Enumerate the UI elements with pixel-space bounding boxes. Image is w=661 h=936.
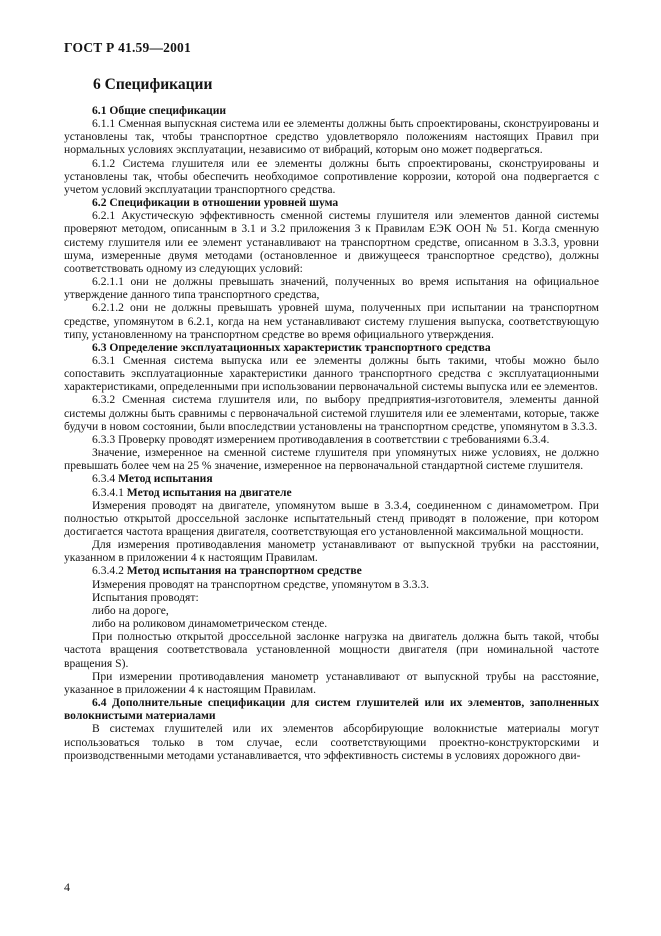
clause-title-6-3-4: Метод испытания xyxy=(118,472,213,486)
paragraph-6-3-3-value: Значение, измеренное на сменной системе глушителя при упомянутых ниже условиях, не должно превышать более чем на 25 % значение, измеренное на первоначальной стандартной системе глушителя. xyxy=(64,446,599,473)
paragraph-6-2-1-1: 6.2.1.1 они не должны превышать значений, полученных во время испытания на официальное утверждение данного типа транспортного средства, xyxy=(64,275,599,302)
running-header: ГОСТ Р 41.59—2001 xyxy=(64,40,191,55)
clause-number-6-3-4-2: 6.3.4.2 xyxy=(92,564,124,578)
paragraph-6-3-4-2-f: При измерении противодавления манометр устанавливают от выпускной трубы на расстояние, указанное в приложении 4 к настоящим Правилам. xyxy=(64,669,599,696)
paragraph-6-2-1: 6.2.1 Акустическую эффективность сменной системы глушителя или элементов данной системы проверяют методом, описанным в 3.1 и 3.2 приложения 3 к Правилам ЕЭК ООН № 51. Когда сменную систему глушителя или ее элемент устанавливают на транспортном средстве, описанном в 3.3.3, уровни шума, измеренные двумя методами (остановленное и движущееся транспортное средство), должны соответствовать одному из следующих условий: xyxy=(64,209,599,275)
paragraph-6-2-1-2: 6.2.1.2 они не должны превышать уровней шума, полученных при испытании на транспортном средстве, упомянутом в 6.2.1, когда на нем устанавливают систему глушения выпуска, соответствующую типу, установленному на транспортном средстве во время официального утверждения. xyxy=(64,301,599,341)
heading-6-3-4-2 xyxy=(64,564,599,577)
paragraph-6-3-4-1-b: Для измерения противодавления манометр устанавливают от выпускной трубки на расстоянии, указанном в приложении 4 к настоящим Правилам. xyxy=(64,538,599,565)
paragraph-6-3-4-2-e: При полностью открытой дроссельной заслонке нагрузка на двигатель должна быть такой, чтобы частота вращения соответствовала установленной мощности двигателя (при номинальной частоте вращения S). xyxy=(64,630,599,670)
paragraph-6-3-4-2-a: Измерения проводят на транспортном средстве, упомянутом в 3.3.3. xyxy=(92,577,430,591)
paragraph-6-3-4-1-a: Измерения проводят на двигателе, упомянутом выше в 3.3.4, соединенном с динамометром. При полностью открытой дроссельной заслонке испытательный стенд приводят в положение, при котором достигается частота вращения двигателя, соответствующая его установленной максимальной мощности. xyxy=(64,498,599,538)
page-number: 4 xyxy=(64,880,70,894)
paragraph-6-4: В системах глушителей или их элементов абсорбирующие волокнистые материалы могут использоваться только в том случае, если соответствующими проектно-конструкторскими и производственными методами устанавливается, что эффективность системы в условиях дорожного дви- xyxy=(64,722,599,762)
subsection-heading-6-4: 6.4 Дополнительные спецификации для систем глушителей или их элементов, заполненных волокнистыми материалами xyxy=(64,696,599,723)
subsection-heading-6-3: 6.3 Определение эксплуатационных характеристик транспортного средства xyxy=(92,340,491,354)
paragraph-6-1-2: 6.1.2 Система глушителя или ее элементы должны быть спроектированы, сконструированы и установлены так, чтобы обеспечить необходимое сопротивление коррозии, которой она подвергается с учетом условий эксплуатации транспортного средства. xyxy=(64,156,599,196)
paragraph-6-1-1: 6.1.1 Сменная выпускная система или ее элементы должны быть спроектированы, сконструированы и установлены так, чтобы транспортное средство удовлетворяло положениям настоящих Правил при нормальных условиях эксплуатации, независимо от вибраций, которым оно может подвергаться. xyxy=(64,117,599,157)
paragraph-6-3-4-2-d: либо на роликовом динамометрическом стенде. xyxy=(92,617,328,631)
clause-number-6-3-4-1: 6.3.4.1 xyxy=(92,485,124,499)
paragraph-6-3-4-2-b: Испытания проводят: xyxy=(92,590,199,604)
clause-title-6-3-4-2: Метод испытания на транспортном средстве xyxy=(126,564,362,578)
heading-6-3-4 xyxy=(64,472,599,485)
document-body xyxy=(64,104,599,762)
subsection-heading-6-1: 6.1 Общие спецификации xyxy=(92,104,227,117)
clause-number-6-3-4: 6.3.4 xyxy=(92,472,116,486)
subsection-heading-6-2: 6.2 Спецификации в отношении уровней шума xyxy=(92,196,339,210)
paragraph-6-3-2: 6.3.2 Сменная система глушителя или, по выбору предприятия-изготовителя, элементы данной системы должны быть сравнимы с первоначальной системой глушителя или ее элементами, которые, также будучи в новом состоянии, были впоследствии установлены на транспортном средстве, упомянутом в 3.3.3. xyxy=(64,393,599,433)
section-title: 6 Спецификации xyxy=(93,76,213,93)
clause-title-6-3-4-1: Метод испытания на двигателе xyxy=(126,485,292,499)
paragraph-6-3-1: 6.3.1 Сменная система выпуска или ее элементы должны быть такими, чтобы можно было сопоставить эксплуатационные характеристики данного транспортного средства с эксплуатационными характеристиками, определенными при использовании первоначальной системы выпуска или ее элементов. xyxy=(64,353,599,394)
heading-6-3-4-1 xyxy=(64,486,599,499)
paragraph-6-3-4-2-c: либо на дороге, xyxy=(92,603,169,617)
paragraph-6-3-3: 6.3.3 Проверку проводят измерением противодавления в соответствии с требованиями 6.3.4. xyxy=(92,432,550,446)
